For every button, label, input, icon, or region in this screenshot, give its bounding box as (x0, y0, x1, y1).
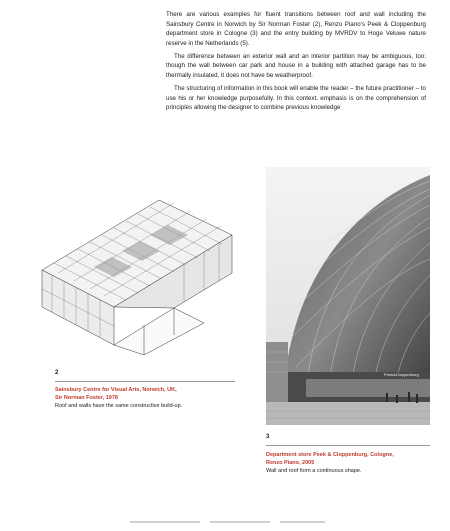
footer-bar (130, 521, 200, 523)
figure-2-rule (55, 381, 235, 382)
figure-2-number: 2 (55, 370, 59, 376)
sainsbury-centre-axonometric-drawing (34, 195, 234, 355)
paragraph-1: There are various examples for fluent transitions between roof and wall including the Sainsbury Centre in Norwich by Sir Norman Foster (2), Renzo Piano's Peek & Cloppenburg department store in Cologne (3) and the entry building by MVRDV to Hoge Veluwe nature reserve in the Netherlands (5). (166, 11, 426, 47)
figure-3-title-line1: Department store Peek & Cloppenburg, Cologne, (266, 452, 394, 458)
figure-2-title-line1: Sainsbury Centre for Visual Arts, Norwich, UK, (55, 387, 177, 393)
figure-3-description: Wall and roof form a continuous shape. (266, 468, 362, 474)
store-sign: Peek&Cloppenburg (384, 372, 419, 377)
body-text (166, 10, 426, 116)
page-footer (130, 521, 330, 525)
paragraph-3: The structuring of information in this book will enable the reader – the future practitioner – to use his or her knowledge purposefully. In this context, emphasis is on the comprehension of principles allowing the designer to combine previous knowledge (166, 85, 426, 112)
figure-3-title-line2: Renzo Piano, 2005 (266, 460, 315, 466)
figure-2-title-line2: Sir Norman Foster, 1978 (55, 395, 118, 401)
figure-3-number: 3 (266, 434, 270, 440)
peek-cloppenburg-photo (266, 167, 430, 425)
figure-3-rule (266, 445, 430, 446)
footer-bar (210, 521, 270, 523)
footer-bar (280, 521, 325, 523)
paragraph-2: The difference between an exterior wall and an interior partition may be ambiguous, too: though the wall between car park and house in a building with attached garage has to be thermally insulated, it does not have be weatherproof. (166, 52, 426, 80)
figure-2-description: Roof and walls have the same constructive build-up. (55, 403, 183, 409)
